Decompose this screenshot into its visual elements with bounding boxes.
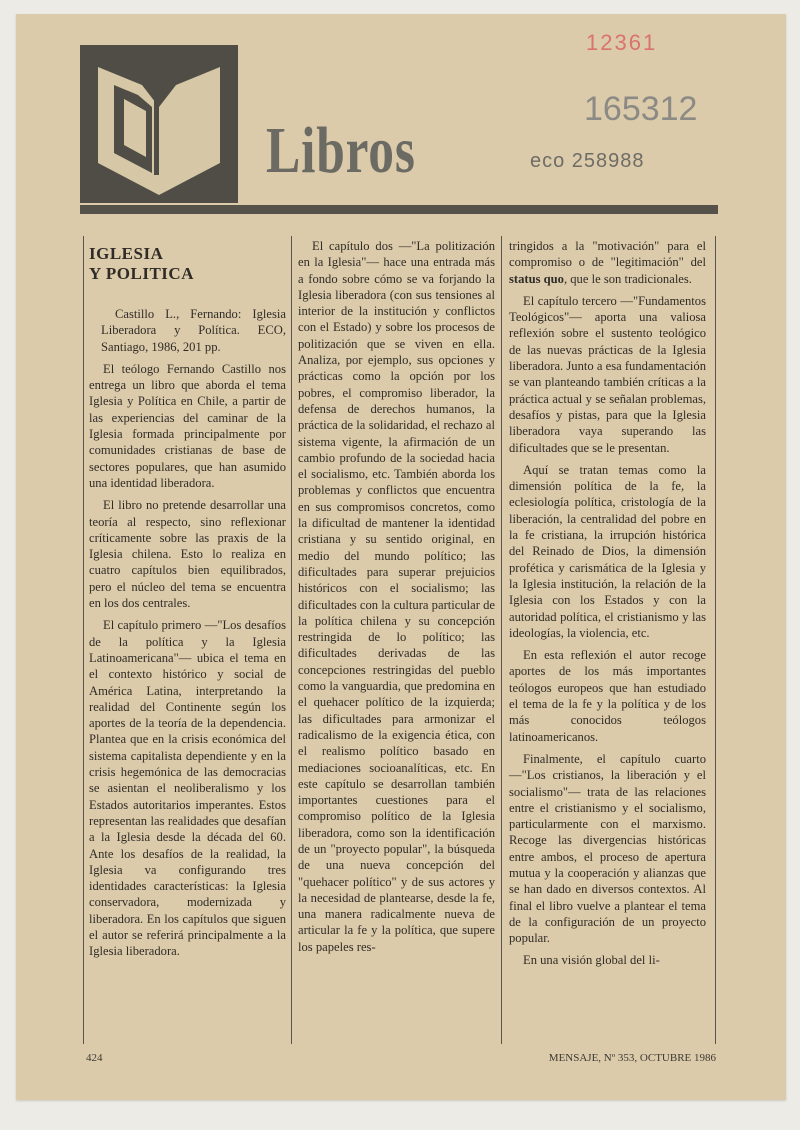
section-title: Libros [266, 114, 416, 187]
column-rule [83, 236, 84, 1044]
paragraph: El capítulo tercero —"Fundamentos Teológicos"— aporta una valiosa reflexión sobre el sustento teológico de las nuevas prácticas de la Iglesia liberadora. Junto a esa fundamentación se van planteando también críticas a la práctica actual y se señalan problemas, desafíos y pistas, para que la Iglesia liberadora vaya superando las dificultades que se le presentan. [509, 293, 706, 455]
column-3 [509, 238, 706, 975]
paragraph: El capítulo dos —"La politización en la Iglesia"— hace una entrada más a fondo sobre cómo se va forjando la Iglesia liberadora (con sus tensiones al interior de la institución y conflictos con el Estado) y sobre los procesos de politización que se viven en ella. Analiza, por ejemplo, sus opciones y prácticas como la opción por los pobres, el compromiso liberador, la defensa de derechos humanos, la práctica de la solidaridad, el rechazo al sistema vigente, la afirmación de un cambio profundo de la sociedad hacia el socialismo, etc. También aborda los problemas y conflictos que encuentra en sus compromisos concretos, como la dificultad de mantener la identidad cristiana y su sentido original, en medio del mundo político; las dificultades para superar prejuicios históricos con el socialismo; las dificultades con la cultura particular de la política chilena y su concepción restringida de lo político; las dificultades derivadas de las concepciones restringidas del pueblo como la vanguardia, que predomina en el quehacer político de la izquierda; las dificultades para armonizar el radicalismo de la exigencia ética, con el realismo político basado en mediaciones socioanalíticas, etc. En este capítulo se desarrollan también importantes cuestiones para el compromiso político de la Iglesia liberadora, como son la identificación de un "proyecto popular", la búsqueda de una nueva concepción del "quehacer político" y de sus actores y la necesidad de plantearse, desde la fe, una manera radicalmente nueva de articular la fe y la política, que supere los papeles res- [298, 239, 495, 954]
catalog-reference: eco 258988 [530, 150, 645, 172]
title-line: Y POLITICA [89, 264, 194, 283]
book-citation: Castillo L., Fernando: Iglesia Liberadora y Política. ECO, Santiago, 1986, 201 pp. [101, 307, 286, 354]
column-2 [298, 238, 495, 961]
red-stamp-number: 12361 [586, 30, 658, 55]
paragraph: En esta reflexión el autor recoge aportes de los más importantes teólogos europeos que han estudiado el tema de la fe y la política y de los más conocidos teólogos latinoamericanos. [509, 648, 706, 744]
text: tringidos a la "motivación" para el compromiso o de "legitimación" del [509, 239, 706, 270]
paragraph: El teólogo Fernando Castillo nos entrega un libro que aborda el tema Iglesia y Política en Chile, a partir de las experiencias del caminar de la Iglesia formada principalmente por comunidades cristianas de base de sectores populares, que han asumido una identidad liberadora. [89, 361, 286, 490]
page-number: 424 [86, 1052, 103, 1064]
open-book-logo-icon [80, 45, 238, 203]
article-title [89, 244, 286, 284]
emphasis: status quo [509, 271, 564, 286]
column-rule [291, 236, 292, 1044]
paragraph: Finalmente, el capítulo cuarto —"Los cristianos, la liberación y el socialismo"— trata de las relaciones entre el cristianismo y el socialismo, particularmente con el marxismo. Recoge las divergencias históricas entre ambos, el proceso de apertura mutua y la cooperación y alianzas que se han dado en diversos contextos. Al final el libro vuelve a plantear el tema de la configuración de un proyecto popular. [509, 751, 706, 946]
publication-info: MENSAJE, Nº 353, OCTUBRE 1986 [548, 1052, 716, 1064]
column-1 [89, 238, 286, 966]
column-rule [715, 236, 716, 1044]
paragraph: El capítulo primero —"Los desafíos de la política y la Iglesia Latinoamericana"— ubica el tema en el contexto histórico y social de América Latina, interpretando la realidad del Continente según los aportes de la teoría de la dependencia. Plantea que en la crisis económica del sistema capitalista dependiente y en la crisis hegemónica de las democracias se asientan el neoliberalismo y los Estados autoritarios imperantes. Estos representan las realidades que desafían a la Iglesia desde la década del 60. Ante los desafíos de la realidad, la Iglesia va configurando tres identidades características: la Iglesia conservadora, modernizada y liberadora. En los capítulos que siguen el autor se referirá principalmente a la Iglesia liberadora. [89, 618, 286, 959]
paragraph-continued [509, 238, 706, 287]
pencil-number: 165312 [584, 90, 698, 128]
header-rule [80, 205, 718, 214]
column-rule [501, 236, 502, 1044]
paragraph: Aquí se tratan temas como la dimensión política de la fe, la eclesiología política, cristología de la liberación, la centralidad del pobre en la fe cristiana, la irrupción histórica del Reinado de Dios, la dimensión profética y carismática de la Iglesia y la Iglesia institución, la relación de la Iglesia con los Estados y con la autoridad política, el cristianismo y las ideologías, la violencia, etc. [509, 462, 706, 640]
title-line: IGLESIA [89, 244, 164, 263]
text: , que le son tradicionales. [563, 271, 692, 286]
paragraph: El libro no pretende desarrollar una teoría al respecto, sino reflexionar críticamente sobre las praxis de la Iglesia chilena. Esto lo realiza en cuatro capítulos bien equilibrados, pero el núcleo del tema se encuentra en los dos centrales. [89, 498, 286, 611]
paragraph: En una visión global del li- [523, 953, 660, 968]
